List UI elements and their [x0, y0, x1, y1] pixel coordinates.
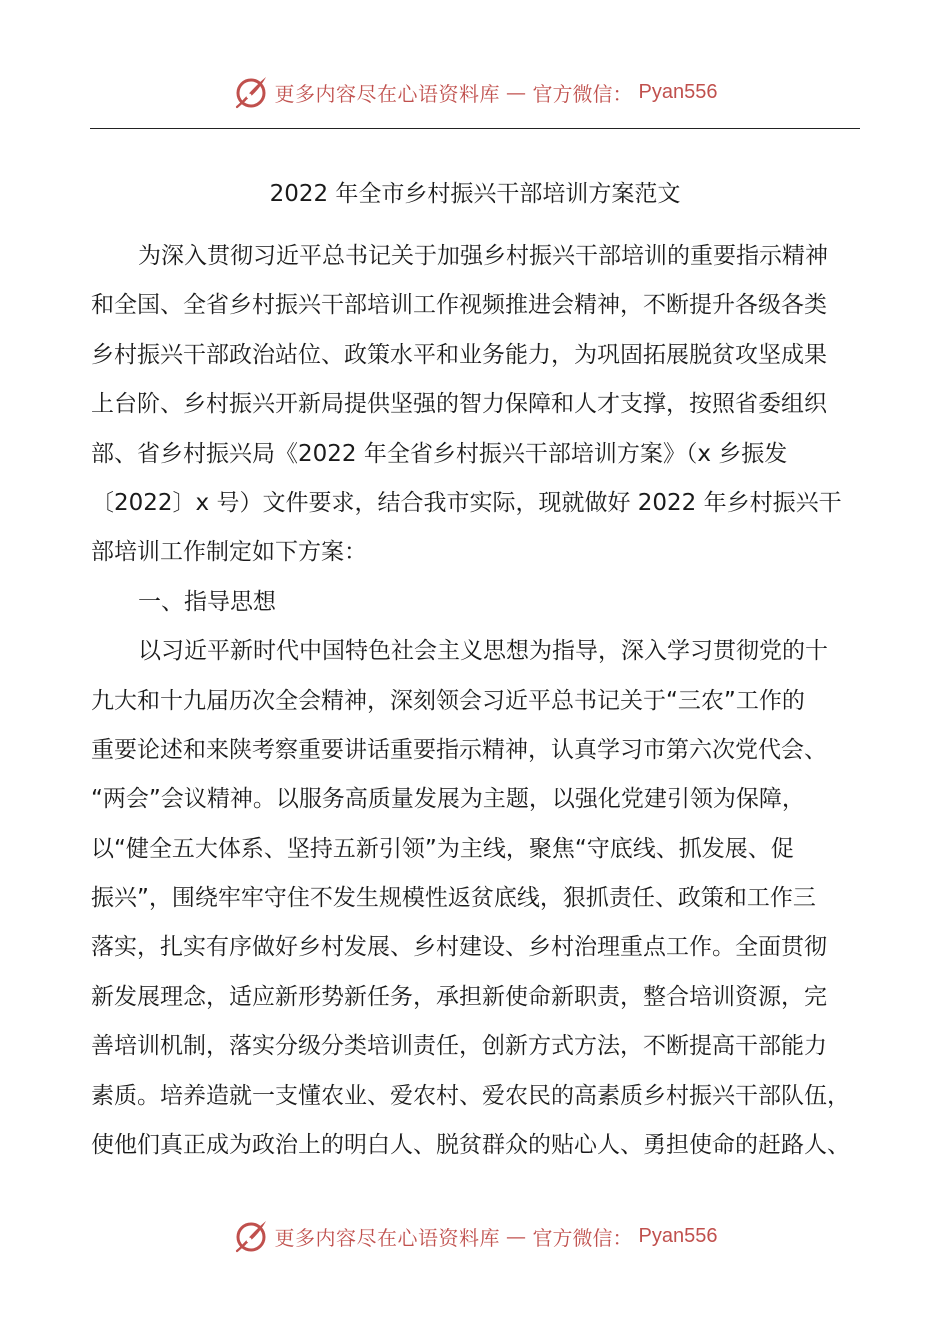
- body-line: 以习近平新时代中国特色社会主义思想为指导，深入学习贯彻党的十: [138, 638, 828, 665]
- banner-dash: —: [506, 1224, 527, 1248]
- body-line: 〔2022〕x 号）文件要求，结合我市实际，现就做好 2022 年乡村振兴干: [91, 489, 842, 516]
- body-line: 新发展理念，适应新形势新任务，承担新使命新职责，整合培训资源，完: [91, 983, 827, 1010]
- body-line: 使他们真正成为政治上的明白人、脱贫群众的贴心人、勇担使命的赶路人、: [91, 1132, 850, 1159]
- body-line: 乡村振兴干部政治站位、政策水平和业务能力，为巩固拓展脱贫攻坚成果: [91, 341, 827, 368]
- quill-logo-icon: [233, 74, 269, 110]
- banner-contact-label: 官方微信：: [532, 81, 633, 106]
- body-line: 振兴”，围绕牢牢守住不发生规模性返贫底线，狠抓责任、政策和工作三: [91, 885, 816, 912]
- body-line: 善培训机制，落实分级分类培训责任，创新方式方法，不断提高干部能力: [91, 1033, 827, 1060]
- banner-contact-id: Pyan556: [638, 80, 718, 103]
- body-line: 部、省乡村振兴局《2022 年全省乡村振兴干部培训方案》（x 乡振发: [91, 440, 788, 467]
- body-line: 重要论述和来陕考察重要讲话重要指示精神，认真学习市第六次党代会、: [91, 736, 827, 763]
- banner-contact-id: Pyan556: [638, 1224, 718, 1247]
- body-line: 上台阶、乡村振兴开新局提供坚强的智力保障和人才支撑，按照省委组织: [91, 391, 827, 418]
- quill-logo-icon: [233, 1218, 269, 1254]
- footer-banner: [0, 1214, 950, 1258]
- header-banner: [0, 70, 950, 114]
- body-line: 部培训工作制定如下方案：: [91, 539, 367, 566]
- document-title: 2022 年全市乡村振兴干部培训方案范文: [269, 181, 681, 207]
- body-line: 为深入贯彻习近平总书记关于加强乡村振兴干部培训的重要指示精神: [138, 243, 828, 269]
- body-line: 落实，扎实有序做好乡村发展、乡村建设、乡村治理重点工作。全面贯彻: [91, 934, 827, 961]
- banner-slogan: 更多内容尽在心语资料库: [274, 81, 501, 106]
- body-line: 九大和十九届历次全会精神，深刻领会习近平总书记关于“三农”工作的: [91, 687, 805, 714]
- body-line: 以“健全五大体系、坚持五新引领”为主线，聚焦“守底线、抓发展、促: [91, 835, 794, 862]
- section-heading: 一、指导思想: [138, 588, 276, 615]
- body-line: 素质。培养造就一支懂农业、爱农村、爱农民的高素质乡村振兴干部队伍，: [91, 1082, 850, 1109]
- body-line: 和全国、全省乡村振兴干部培训工作视频推进会精神，不断提升各级各类: [91, 292, 827, 319]
- body-line: “两会”会议精神。以服务高质量发展为主题，以强化党建引领为保障，: [91, 786, 805, 813]
- banner-slogan: 更多内容尽在心语资料库: [274, 1225, 501, 1250]
- header-divider: [90, 128, 860, 129]
- document-body: [91, 232, 865, 1170]
- banner-contact-label: 官方微信：: [532, 1225, 633, 1250]
- banner-dash: —: [506, 80, 527, 104]
